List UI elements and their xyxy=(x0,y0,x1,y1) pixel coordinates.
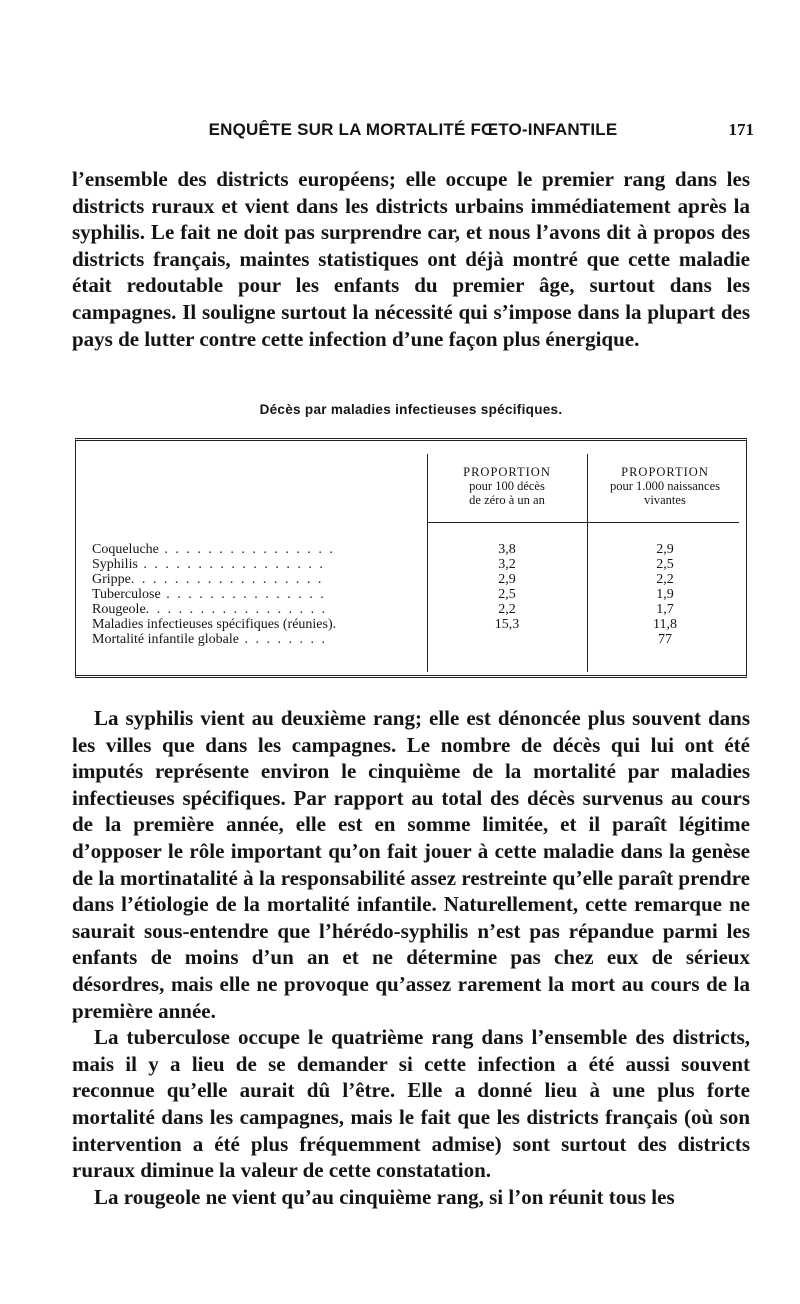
row-label: Syphilis . . . . . . . . . . . . . . . . . xyxy=(92,558,325,572)
value-per-100-deaths: 2,9 xyxy=(498,572,516,587)
column-header-line: pour 100 décès xyxy=(469,479,545,493)
running-title: ENQUÊTE SUR LA MORTALITÉ FŒTO-INFANTILE xyxy=(208,120,618,139)
table-row xyxy=(92,558,738,573)
value-per-1000-births: 1,9 xyxy=(656,587,674,602)
table-row xyxy=(92,633,738,648)
table-row xyxy=(92,573,738,588)
paragraph-rougeole: La rougeole ne vient qu’au cinquième rang, si l’on réunit tous les xyxy=(94,1184,675,1209)
row-label: Mortalité infantile globale . . . . . . . . xyxy=(92,633,327,647)
column-header-line: vivantes xyxy=(644,493,686,507)
value-per-100-deaths: 15,3 xyxy=(494,617,520,632)
table-caption: Décès par maladies infectieuses spécifiques. xyxy=(259,402,563,417)
value-per-1000-births: 1,7 xyxy=(656,602,674,617)
table-row xyxy=(92,603,738,618)
row-label: Grippe. . . . . . . . . . . . . . . . . . xyxy=(92,573,324,587)
table-row xyxy=(92,588,738,603)
value-per-1000-births: 2,9 xyxy=(656,542,674,557)
paragraph-tuberculose: La tuberculose occupe le quatrième rang dans l’ensemble des districts, mais il y a lieu de se demander si cette infection a été aussi souvent reconnue qu’elle aurait dû l’être. Elle a donné lieu à une plus forte mortalité dans les campagnes, mais le fait que les districts français (où son intervention a été plus fréquemment admise) sont surtout des districts ruraux diminue la valeur de cette constatation. xyxy=(72,1025,750,1183)
body-text xyxy=(72,705,750,1210)
column-header-line: de zéro à un an xyxy=(469,493,545,507)
page-header xyxy=(72,120,754,144)
column-header-line: PROPORTION xyxy=(621,465,709,479)
header-rule xyxy=(427,522,739,523)
table-row xyxy=(92,618,738,633)
value-per-1000-births: 77 xyxy=(658,632,672,647)
row-label: Coqueluche . . . . . . . . . . . . . . . . xyxy=(92,543,335,557)
value-per-1000-births: 11,8 xyxy=(653,617,677,632)
column-header-per-1000-births xyxy=(590,465,740,507)
value-per-100-deaths: 2,2 xyxy=(498,602,516,617)
column-header-per-100-deaths xyxy=(432,465,582,507)
row-label: Maladies infectieuses spécifiques (réunies). xyxy=(92,618,337,632)
column-header-line: PROPORTION xyxy=(463,465,551,479)
value-per-1000-births: 2,2 xyxy=(656,572,674,587)
paragraph-syphilis: La syphilis vient au deuxième rang; elle est dénoncée plus souvent dans les villes que dans les campagnes. Le nombre de décès qui lui ont été imputés représente environ le cinquième de la mortalité par maladies infectieuses spécifiques. Par rapport au total des décès survenus au cours de la première année, elle est en somme limitée, et il paraît légitime d’opposer le rôle important qu’on fait jouer à cette maladie dans la genèse de la mortinatalité à la responsabilité assez restreinte qu’elle paraît prendre dans l’étiologie de la mortalité infantile. Naturellement, cette remarque ne saurait sous-entendre que l’hérédo-syphilis n’est pas répandue parmi les enfants de moins d’un an et ne détermine pas chez eux de sérieux désordres, mais elle ne provoque qu’assez rarement la mort au cours de la première année. xyxy=(72,706,750,1023)
value-per-100-deaths: 3,8 xyxy=(498,542,516,557)
page-number: 171 xyxy=(728,120,754,139)
paragraph-text: l’ensemble des districts européens; elle occupe le premier rang dans les districts ruraux et vient dans les districts urbains immédiatement après la syphilis. Le fait ne doit pas surprendre car, et nous l’avons dit à propos des districts français, maintes statistiques ont déjà montré que cette maladie était redoutable pour les enfants du premier âge, surtout dans les campagnes. Il souligne surtout la nécessité qui s’impose dans la plupart des pays de lutter contre cette infection d’une façon plus énergique. xyxy=(72,167,750,351)
table-row xyxy=(92,543,738,558)
value-per-1000-births: 2,5 xyxy=(656,557,674,572)
paragraph-intro xyxy=(72,166,750,352)
value-per-100-deaths: 2,5 xyxy=(498,587,516,602)
value-per-100-deaths: 3,2 xyxy=(498,557,516,572)
row-label: Rougeole. . . . . . . . . . . . . . . . . xyxy=(92,603,328,617)
column-header-line: pour 1.000 naissances xyxy=(609,479,721,493)
row-label: Tuberculose . . . . . . . . . . . . . . . xyxy=(92,588,326,602)
